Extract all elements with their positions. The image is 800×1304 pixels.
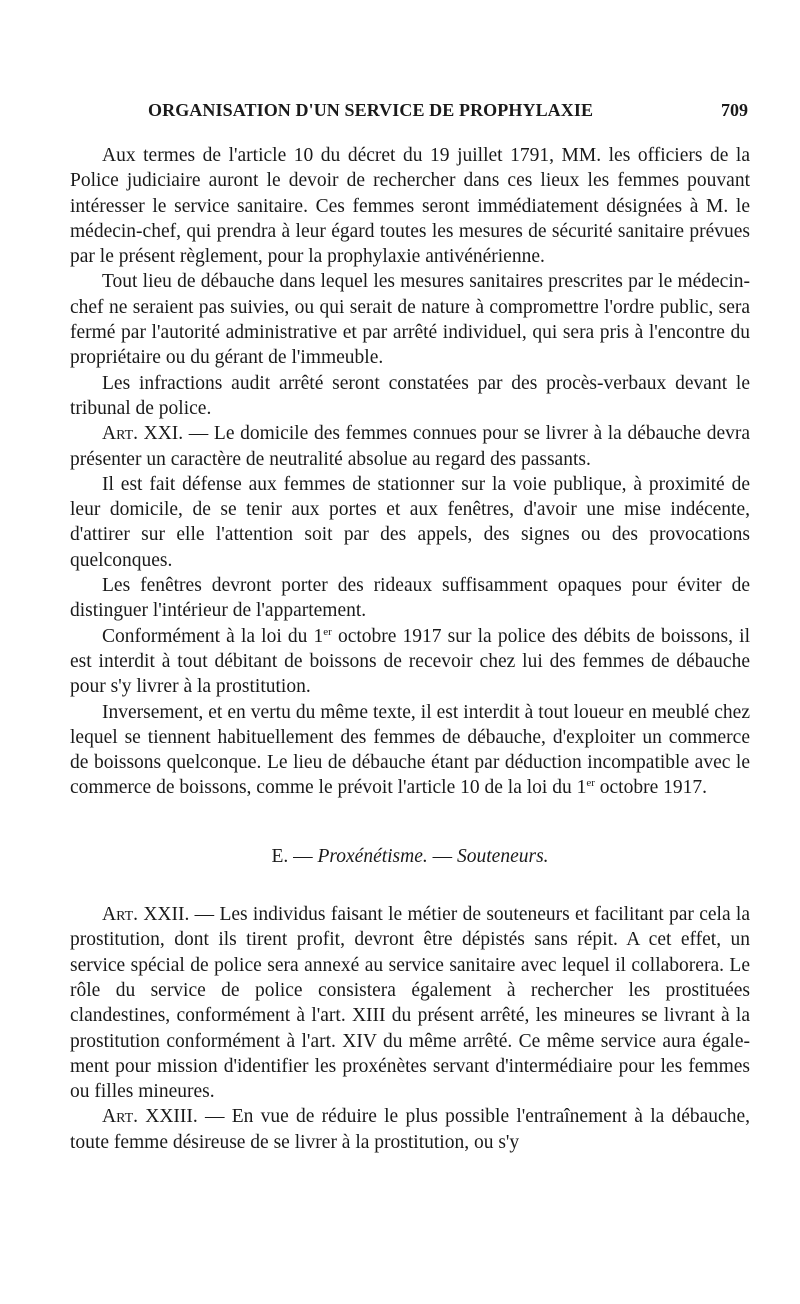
article-23 xyxy=(70,1104,750,1155)
section-subtitle: Souteneurs. xyxy=(457,845,549,867)
text-span: Inversement, et en vertu du même texte, il est interdit à tout loueur en meublé chez lequel se tiennent habituellement des femmes de débauche, d'exploiter un commerce de boissons quelconque. Le lieu de débauche étant par déduction incompatible avec le commerce de boissons, comme le prévoit l'article 10 de la loi du 1 xyxy=(70,701,750,799)
paragraph-judicial-police: Aux termes de l'article 10 du décret du 19 juillet 1791, MM. les officiers de la Police judiciaire auront le devoir de rechercher dans ces lieux les femmes pouvant intéresser le service sanitaire. Ces femmes seront immédiatement désignées à M. le médecin-chef, qui prendra à leur égard toutes les mesures de sécurité sanitaire prévues par le présent règlement, pour la prophylaxie antivénérienne. xyxy=(70,145,750,268)
section-letter: E. — xyxy=(271,845,318,867)
body-text xyxy=(70,143,750,1155)
article-23-label: Art. XXIII. xyxy=(102,1106,198,1128)
paragraph-public-way: Il est fait défense aux femmes de stationner sur la voie publique, à proximité de leur domicile, de se tenir aux portes et aux fenêtres, d'avoir une mise indécente, d'attirer sur elle l'attention soit par des appels, des signes ou des provocations quelconques. xyxy=(70,473,750,571)
running-title: ORGANISATION D'UN SERVICE DE PROPHYLAXIE xyxy=(148,100,594,120)
paragraph-furnished-rentals xyxy=(70,700,750,801)
page-number: 709 xyxy=(721,100,748,120)
running-header xyxy=(70,100,750,130)
superscript: er xyxy=(323,625,332,638)
section-heading xyxy=(70,844,750,869)
paragraph-closure: Tout lieu de débauche dans lequel les mesures sanitaires prescrites par le médecin-chef ne seraient pas suivies, ou qui serait de nature à compromettre l'ordre public, sera fermé par l'autorité administrative et par arrêté individuel, qui sera pris à l'encontre du propriétaire ou du gérant de l'immeuble. xyxy=(70,271,750,369)
article-21 xyxy=(70,421,750,472)
section-separator: — xyxy=(427,845,458,867)
paragraph-curtains: Les fenêtres devront porter des rideaux suffisamment opaques pour éviter de distinguer l'intérieur de l'appartement. xyxy=(70,575,750,622)
article-21-label: Art. XXI. xyxy=(102,423,184,445)
article-22 xyxy=(70,902,750,1104)
article-23-text: — En vue de réduire le plus possible l'entraînement à la débauche, toute femme désireuse de se livrer à la prostitution, ou s'y xyxy=(70,1106,750,1153)
superscript: er xyxy=(586,777,595,790)
article-22-label: Art. XXII. xyxy=(102,904,190,926)
text-span: Conformément à la loi du 1 xyxy=(102,625,324,647)
article-22-text: — Les individus faisant le métier de souteneurs et facilitant par cela la prostitution, dont ils tirent profit, devront être dépistés sans répit. A cet effet, un service spécial de police sera annexé au service sanitaire avec lequel il collaborera. Le rôle du service de police consistera également à rechercher les prostituées clandestines, conformément à l'art. XIII du présent arrêté, les mineures se livrant à la prostitution conformément à l'art. XIV du même arrêté. Ce même service aura également pour mission d'identifier les proxénètes servant d'intermédiaire pour les femmes ou filles mineures. xyxy=(70,904,750,1103)
section-title: Proxénétisme. xyxy=(317,845,428,867)
paragraph-infractions: Les infractions audit arrêté seront constatées par des procès-verbaux devant le tribunal de police. xyxy=(70,372,750,419)
text-span: octobre 1917. xyxy=(594,777,707,799)
article-21-text: — Le domicile des femmes connues pour se livrer à la débauche devra présenter un caractère de neutralité absolue au regard des passants. xyxy=(70,423,750,470)
paragraph-drinks-law xyxy=(70,624,750,700)
text-span: octobre 1917 sur la police des débits de boissons, il est interdit à tout débitant de boissons de recevoir chez lui des femmes de débauche pour s'y livrer à la prostitution. xyxy=(70,625,750,698)
